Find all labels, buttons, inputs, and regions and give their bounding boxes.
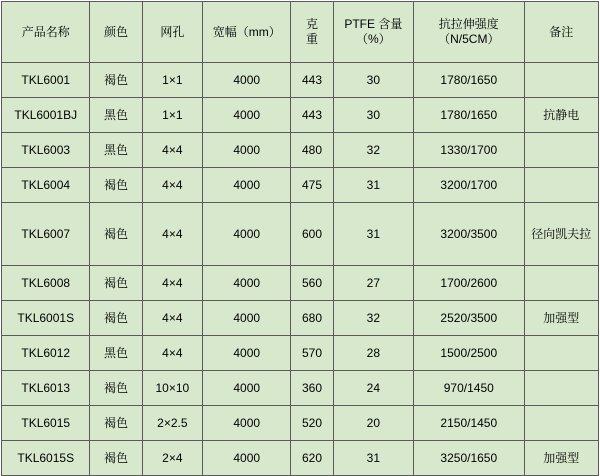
cell-ptfe: 20 — [333, 406, 413, 441]
cell-name: TKL6012 — [2, 336, 90, 371]
cell-color: 褐色 — [90, 406, 142, 441]
cell-color: 褐色 — [90, 266, 142, 301]
table-row — [2, 336, 599, 371]
column-header-tensile — [414, 2, 525, 63]
cell-tensile: 970/1450 — [414, 371, 525, 406]
product-spec-table — [1, 1, 599, 476]
spec-sheet — [0, 1, 600, 465]
cell-ptfe: 32 — [333, 133, 413, 168]
cell-name: TKL6013 — [2, 371, 90, 406]
column-header-name — [2, 2, 90, 63]
cell-weight: 443 — [291, 63, 333, 98]
header-line: 备注 — [549, 24, 574, 39]
table-body — [2, 63, 599, 476]
cell-mesh: 2×2.5 — [142, 406, 202, 441]
cell-tensile: 1330/1700 — [414, 133, 525, 168]
cell-width: 4000 — [202, 203, 290, 266]
cell-remark: 抗静电 — [524, 98, 598, 133]
cell-remark — [524, 168, 598, 203]
cell-remark — [524, 336, 598, 371]
cell-weight: 680 — [291, 301, 333, 336]
cell-tensile: 3250/1650 — [414, 441, 525, 476]
header-row — [2, 2, 599, 63]
header-line: 重 — [306, 32, 319, 46]
header-line: 克 — [306, 17, 319, 31]
cell-weight: 520 — [291, 406, 333, 441]
cell-color: 褐色 — [90, 441, 142, 476]
cell-color: 黑色 — [90, 133, 142, 168]
cell-remark: 加强型 — [524, 441, 598, 476]
cell-ptfe: 31 — [333, 441, 413, 476]
table-row — [2, 406, 599, 441]
cell-remark: 加强型 — [524, 301, 598, 336]
cell-width: 4000 — [202, 371, 290, 406]
cell-mesh: 4×4 — [142, 133, 202, 168]
cell-color: 褐色 — [90, 203, 142, 266]
cell-width: 4000 — [202, 266, 290, 301]
cell-ptfe: 31 — [333, 203, 413, 266]
column-header-ptfe — [333, 2, 413, 63]
header-line: （N/5CM） — [438, 32, 500, 46]
cell-color: 黑色 — [90, 336, 142, 371]
cell-ptfe: 30 — [333, 63, 413, 98]
table-row — [2, 168, 599, 203]
cell-width: 4000 — [202, 168, 290, 203]
table-row — [2, 266, 599, 301]
cell-mesh: 4×4 — [142, 168, 202, 203]
cell-width: 4000 — [202, 441, 290, 476]
cell-color: 褐色 — [90, 301, 142, 336]
cell-mesh: 1×1 — [142, 98, 202, 133]
cell-weight: 360 — [291, 371, 333, 406]
column-header-mesh — [142, 2, 202, 63]
cell-width: 4000 — [202, 301, 290, 336]
header-line: 产品名称 — [21, 24, 70, 39]
cell-ptfe: 27 — [333, 266, 413, 301]
cell-remark — [524, 406, 598, 441]
header-line: 宽幅（mm） — [212, 24, 281, 39]
column-header-remark — [524, 2, 598, 63]
table-row — [2, 98, 599, 133]
cell-ptfe: 32 — [333, 301, 413, 336]
table-row — [2, 133, 599, 168]
column-header-weight — [291, 2, 333, 63]
table-row — [2, 63, 599, 98]
cell-name: TKL6001BJ — [2, 98, 90, 133]
table-row — [2, 441, 599, 476]
cell-color: 褐色 — [90, 168, 142, 203]
cell-ptfe: 24 — [333, 371, 413, 406]
cell-tensile: 3200/3500 — [414, 203, 525, 266]
cell-width: 4000 — [202, 63, 290, 98]
cell-width: 4000 — [202, 336, 290, 371]
cell-name: TKL6001S — [2, 301, 90, 336]
cell-mesh: 4×4 — [142, 203, 202, 266]
cell-tensile: 2520/3500 — [414, 301, 525, 336]
cell-remark — [524, 63, 598, 98]
cell-tensile: 3200/1700 — [414, 168, 525, 203]
cell-width: 4000 — [202, 133, 290, 168]
cell-ptfe: 31 — [333, 168, 413, 203]
cell-weight: 475 — [291, 168, 333, 203]
table-row — [2, 371, 599, 406]
cell-remark — [524, 203, 598, 266]
table-row — [2, 301, 599, 336]
cell-weight: 620 — [291, 441, 333, 476]
table-header — [2, 2, 599, 63]
table-row — [2, 203, 599, 266]
cell-name: TKL6015S — [2, 441, 90, 476]
cell-mesh: 2×4 — [142, 441, 202, 476]
cell-name: TKL6004 — [2, 168, 90, 203]
header-line: PTFE 含量 — [344, 17, 403, 31]
cell-name: TKL6008 — [2, 266, 90, 301]
cell-weight: 560 — [291, 266, 333, 301]
header-line: （%） — [355, 32, 391, 46]
cell-remark — [524, 266, 598, 301]
cell-ptfe: 30 — [333, 98, 413, 133]
cell-width: 4000 — [202, 406, 290, 441]
cell-name: TKL6001 — [2, 63, 90, 98]
cell-weight: 600 — [291, 203, 333, 266]
cell-tensile: 1780/1650 — [414, 63, 525, 98]
cell-name: TKL6007 — [2, 203, 90, 266]
cell-color: 褐色 — [90, 63, 142, 98]
cell-tensile: 2150/1450 — [414, 406, 525, 441]
cell-remark — [524, 371, 598, 406]
cell-mesh: 4×4 — [142, 301, 202, 336]
cell-color: 褐色 — [90, 371, 142, 406]
cell-weight: 443 — [291, 98, 333, 133]
cell-mesh: 4×4 — [142, 266, 202, 301]
cell-width: 4000 — [202, 98, 290, 133]
cell-mesh: 10×10 — [142, 371, 202, 406]
header-line: 颜色 — [104, 24, 129, 39]
cell-ptfe: 28 — [333, 336, 413, 371]
cell-mesh: 4×4 — [142, 336, 202, 371]
cell-tensile: 1780/1650 — [414, 98, 525, 133]
column-header-width — [202, 2, 290, 63]
header-line: 抗拉伸强度 — [438, 17, 499, 31]
cell-tensile: 1700/2600 — [414, 266, 525, 301]
cell-remark — [524, 133, 598, 168]
cell-remark-text: 径向凯夫拉 — [531, 226, 592, 241]
cell-weight: 570 — [291, 336, 333, 371]
cell-name: TKL6003 — [2, 133, 90, 168]
cell-mesh: 1×1 — [142, 63, 202, 98]
header-line: 网孔 — [160, 24, 185, 39]
cell-color: 黑色 — [90, 98, 142, 133]
cell-tensile: 1500/2500 — [414, 336, 525, 371]
cell-name: TKL6015 — [2, 406, 90, 441]
cell-weight: 480 — [291, 133, 333, 168]
column-header-color — [90, 2, 142, 63]
